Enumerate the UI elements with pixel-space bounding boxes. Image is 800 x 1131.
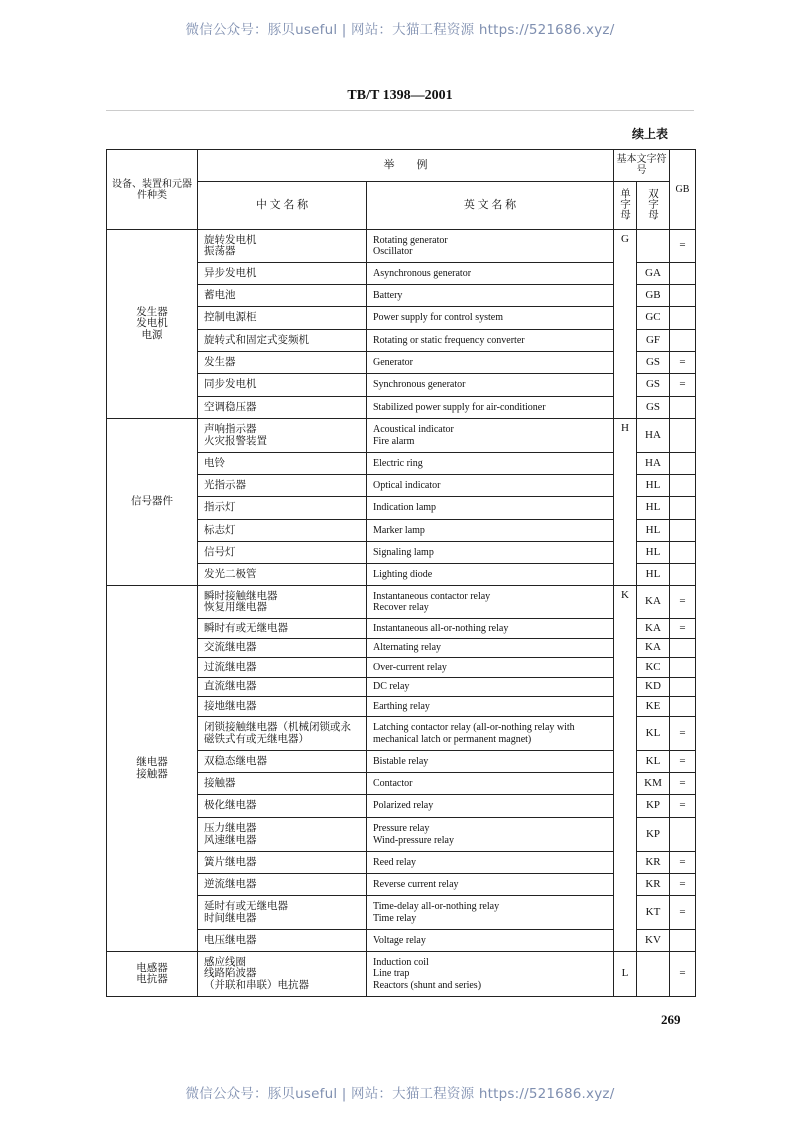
cn-name-cell: [198, 352, 367, 374]
en-name-cell-line: Alternating relay: [373, 642, 442, 654]
double-letter-cell: GF: [637, 330, 670, 352]
cn-name-cell: [198, 230, 367, 263]
double-letter-cell: GS: [637, 352, 670, 374]
category-cell-line: 发生器: [136, 306, 168, 318]
double-letter-cell: KA: [637, 619, 670, 639]
cn-name-cell-line: 火灾报警装置: [204, 434, 267, 447]
cn-name-cell: [198, 852, 367, 874]
category-cell-line: 发电机: [136, 318, 168, 330]
cn-name-cell-line: 控制电源柜: [204, 311, 257, 324]
en-name-cell: [367, 896, 614, 930]
en-name-cell-line: Reactors (shunt and series): [373, 979, 482, 991]
cn-name-cell: [198, 542, 367, 564]
single-letter-cell: G: [614, 230, 637, 419]
en-name-cell-line: Polarized relay: [373, 800, 434, 812]
en-name-cell-line: Induction coil: [373, 956, 429, 968]
en-name-cell: [367, 497, 614, 520]
en-name-cell-line: Time relay: [373, 912, 417, 924]
cn-name-cell-line: 发光二极管: [204, 567, 257, 580]
cn-name-cell: [198, 285, 367, 307]
double-letter-cell: KL: [637, 717, 670, 751]
cn-name-cell-line: 旋转发电机: [204, 233, 257, 246]
en-name-cell: [367, 352, 614, 374]
en-name-cell-line: Electric ring: [373, 457, 423, 469]
gb-cell: =: [670, 874, 696, 896]
gb-cell: [670, 564, 696, 586]
double-letter-cell: KD: [637, 678, 670, 697]
gb-cell: [670, 453, 696, 475]
gb-cell: =: [670, 751, 696, 773]
en-name-cell-line: Latching contactor relay (all-or-nothing relay with: [373, 722, 575, 733]
gb-cell: [670, 263, 696, 285]
cn-name-cell: [198, 751, 367, 773]
en-name-cell-line: Battery: [373, 289, 403, 301]
cn-name-cell-line: 电压继电器: [204, 933, 257, 946]
en-name-cell-line: Optical indicator: [373, 479, 441, 491]
en-name-cell: [367, 678, 614, 697]
double-letter-cell: GS: [637, 374, 670, 397]
en-name-cell-line: Oscillator: [373, 246, 413, 257]
double-letter-cell: HA: [637, 453, 670, 475]
double-letter-cell: KP: [637, 795, 670, 818]
cn-name-cell-line: 过流继电器: [204, 660, 257, 673]
gb-cell: [670, 330, 696, 352]
en-name-cell: [367, 475, 614, 497]
header-gb: GB: [670, 150, 696, 230]
en-name-cell-line: DC relay: [373, 681, 410, 693]
continued-label: 续上表: [632, 127, 669, 141]
en-name-cell-line: Generator: [373, 356, 413, 368]
en-name-cell: [367, 818, 614, 852]
en-name-cell-line: Recover relay: [373, 602, 429, 613]
en-name-cell: [367, 374, 614, 397]
en-name-cell-line: Line trap: [373, 968, 410, 980]
en-name-cell-line: Instantaneous contactor relay: [373, 590, 491, 602]
double-letter-cell: HL: [637, 542, 670, 564]
en-name-cell-line: Reverse current relay: [373, 878, 459, 890]
cn-name-cell: [198, 818, 367, 852]
table-row: [107, 230, 696, 263]
en-name-cell-line: Signaling lamp: [373, 546, 434, 558]
cn-name-cell: [198, 658, 367, 678]
double-letter-cell: KT: [637, 896, 670, 930]
cn-name-cell-line: 声响指示器: [204, 423, 257, 435]
en-name-cell: [367, 795, 614, 818]
table-row: [107, 952, 696, 997]
watermark-bottom: 微信公众号：豚贝useful | 网站：大猫工程资源 https://521686.xyz/: [185, 1086, 615, 1102]
en-name-cell: [367, 263, 614, 285]
en-name-cell: [367, 852, 614, 874]
single-letter-cell: L: [614, 952, 637, 997]
en-name-cell-line: Rotating or static frequency converter: [373, 334, 525, 346]
en-name-cell-line: Stabilized power supply for air-conditioner: [373, 401, 546, 413]
en-name-cell-line: Fire alarm: [373, 435, 415, 447]
gb-cell: =: [670, 352, 696, 374]
category-cell-line: 电抗器: [136, 974, 168, 985]
double-letter-cell: [637, 230, 670, 263]
cn-name-cell: [198, 952, 367, 997]
double-letter-cell: [637, 952, 670, 997]
gb-cell: =: [670, 374, 696, 397]
double-letter-cell: KL: [637, 751, 670, 773]
double-letter-cell: KR: [637, 852, 670, 874]
cn-name-cell-line: 逆流继电器: [204, 877, 257, 890]
cn-name-cell-line: 发生器: [204, 355, 236, 368]
cn-name-cell: [198, 874, 367, 896]
single-letter-cell: H: [614, 419, 637, 586]
page-number: 269: [661, 1012, 681, 1027]
en-name-cell-line: Earthing relay: [373, 700, 430, 712]
cn-name-cell: [198, 717, 367, 751]
gb-cell: [670, 285, 696, 307]
double-letter-cell: KV: [637, 930, 670, 952]
en-name-cell: [367, 564, 614, 586]
cn-name-cell: [198, 307, 367, 330]
en-name-cell-line: Over-current relay: [373, 661, 447, 673]
en-name-cell-line: Acoustical indicator: [373, 424, 454, 435]
category-cell-line: 信号器件: [131, 496, 173, 508]
cn-name-cell-line: 蓄电池: [204, 288, 236, 301]
header-examples: 举 例: [198, 150, 614, 182]
category-cell-line: 电感器: [136, 962, 168, 974]
header-single-letter: [614, 182, 637, 230]
en-name-cell: [367, 717, 614, 751]
gb-cell: [670, 497, 696, 520]
double-letter-cell: HL: [637, 497, 670, 520]
cn-name-cell-line: 闭锁接触继电器（机械闭锁或永: [204, 721, 351, 733]
cn-name-cell-line: 双稳态继电器: [204, 754, 267, 767]
category-cell: [107, 952, 198, 997]
cn-name-cell-line: 压力继电器: [204, 822, 257, 834]
cn-name-cell: [198, 475, 367, 497]
en-name-cell: [367, 619, 614, 639]
en-name-cell: [367, 874, 614, 896]
cn-name-cell-line: 恢复用继电器: [204, 601, 267, 613]
category-cell: [107, 586, 198, 952]
watermark-top: 微信公众号：豚贝useful | 网站：大猫工程资源 https://521686.xyz/: [185, 22, 615, 38]
en-name-cell: [367, 542, 614, 564]
en-name-cell: [367, 330, 614, 352]
cn-name-cell-line: 振荡器: [204, 245, 236, 257]
cn-name-cell: [198, 453, 367, 475]
en-name-cell-line: Marker lamp: [373, 524, 425, 536]
en-name-cell-line: Rotating generator: [373, 234, 448, 246]
table-row: [107, 419, 696, 453]
double-letter-cell: HL: [637, 564, 670, 586]
cn-name-cell-line: 标志灯: [204, 523, 236, 536]
cn-name-cell-line: 同步发电机: [204, 378, 257, 391]
cn-name-cell-line: 感应线圈: [204, 955, 246, 968]
gb-cell: =: [670, 852, 696, 874]
cn-name-cell-line: 极化继电器: [204, 799, 257, 812]
gb-cell: =: [670, 896, 696, 930]
cn-name-cell-line: 旋转式和固定式变频机: [204, 333, 309, 346]
double-letter-cell: KA: [637, 639, 670, 658]
header-rule: [106, 110, 694, 111]
header-basic-symbol: 基本文字符号: [614, 150, 670, 182]
en-name-cell-line: Indication lamp: [373, 502, 437, 514]
cn-name-cell-line: 瞬时接触继电器: [204, 589, 278, 602]
gb-cell: [670, 419, 696, 453]
cn-name-cell: [198, 678, 367, 697]
cn-name-cell-line: 时间继电器: [204, 911, 257, 924]
cn-name-cell: [198, 520, 367, 542]
header-double-letter-text: 双字母: [647, 188, 659, 220]
cn-name-cell-line: 指示灯: [204, 501, 236, 514]
cn-name-cell-line: 接地继电器: [204, 699, 257, 712]
cn-name-cell: [198, 619, 367, 639]
en-name-cell: [367, 930, 614, 952]
en-name-cell: [367, 307, 614, 330]
gb-cell: [670, 678, 696, 697]
cn-name-cell-line: 电铃: [204, 456, 225, 469]
double-letter-cell: GA: [637, 263, 670, 285]
cn-name-cell: [198, 419, 367, 453]
gb-cell: [670, 818, 696, 852]
en-name-cell: [367, 658, 614, 678]
table-body: [107, 230, 696, 997]
double-letter-cell: GS: [637, 397, 670, 419]
en-name-cell: [367, 230, 614, 263]
en-name-cell-line: Pressure relay: [373, 823, 430, 834]
en-name-cell-line: Wind-pressure relay: [373, 834, 454, 846]
cn-name-cell: [198, 263, 367, 285]
gb-cell: =: [670, 952, 696, 997]
gb-cell: =: [670, 773, 696, 795]
cn-name-cell-line: 交流继电器: [204, 641, 257, 654]
gb-cell: [670, 639, 696, 658]
cn-name-cell-line: 接触器: [204, 776, 236, 789]
en-name-cell-line: Lighting diode: [373, 568, 433, 580]
symbol-table: [106, 149, 696, 997]
gb-cell: =: [670, 586, 696, 619]
cn-name-cell-line: 光指示器: [204, 478, 246, 491]
en-name-cell: [367, 520, 614, 542]
en-name-cell: [367, 697, 614, 717]
gb-cell: [670, 697, 696, 717]
double-letter-cell: GB: [637, 285, 670, 307]
en-name-cell-line: mechanical latch or permanent magnet): [373, 733, 532, 745]
en-name-cell-line: Time-delay all-or-nothing relay: [373, 901, 500, 912]
cn-name-cell: [198, 564, 367, 586]
gb-cell: =: [670, 795, 696, 818]
en-name-cell: [367, 453, 614, 475]
header-category-text: 设备、装置和元器件种类: [112, 178, 192, 201]
cn-name-cell: [198, 330, 367, 352]
gb-cell: [670, 475, 696, 497]
en-name-cell: [367, 419, 614, 453]
cn-name-cell: [198, 397, 367, 419]
gb-cell: [670, 520, 696, 542]
gb-cell: =: [670, 717, 696, 751]
en-name-cell-line: Power supply for control system: [373, 312, 503, 324]
cn-name-cell-line: 空调稳压器: [204, 400, 257, 413]
cn-name-cell-line: （并联和串联）电抗器: [204, 978, 309, 991]
single-letter-cell: K: [614, 586, 637, 952]
header-en-name: 英 文 名 称: [367, 182, 614, 230]
cn-name-cell: [198, 639, 367, 658]
en-name-cell: [367, 751, 614, 773]
en-name-cell-line: Asynchronous generator: [373, 267, 472, 279]
cn-name-cell-line: 延时有或无继电器: [204, 900, 288, 912]
en-name-cell-line: Reed relay: [373, 856, 417, 868]
en-name-cell: [367, 952, 614, 997]
header-category: [107, 150, 198, 230]
cn-name-cell-line: 簧片继电器: [204, 855, 257, 868]
en-name-cell-line: Bistable relay: [373, 755, 429, 767]
category-cell: [107, 230, 198, 419]
category-cell-line: 接触器: [136, 768, 168, 780]
cn-name-cell: [198, 374, 367, 397]
gb-cell: [670, 397, 696, 419]
cn-name-cell-line: 风速继电器: [204, 833, 257, 846]
en-name-cell-line: Instantaneous all-or-nothing relay: [373, 622, 509, 634]
document-code-header: TB/T 1398—2001: [347, 88, 453, 103]
en-name-cell: [367, 586, 614, 619]
en-name-cell: [367, 773, 614, 795]
category-cell-line: 电源: [141, 329, 163, 341]
cn-name-cell: [198, 697, 367, 717]
cn-name-cell-line: 磁铁式有或无继电器）: [204, 732, 309, 745]
en-name-cell: [367, 285, 614, 307]
gb-cell: =: [670, 619, 696, 639]
en-name-cell-line: Contactor: [373, 777, 413, 789]
double-letter-cell: KP: [637, 818, 670, 852]
double-letter-cell: GC: [637, 307, 670, 330]
cn-name-cell-line: 线路陷波器: [204, 967, 257, 980]
gb-cell: =: [670, 230, 696, 263]
double-letter-cell: HL: [637, 475, 670, 497]
en-name-cell-line: Synchronous generator: [373, 379, 466, 391]
en-name-cell: [367, 639, 614, 658]
en-name-cell: [367, 397, 614, 419]
gb-cell: [670, 930, 696, 952]
gb-cell: [670, 542, 696, 564]
cn-name-cell-line: 信号灯: [204, 545, 236, 558]
cn-name-cell: [198, 586, 367, 619]
cn-name-cell-line: 瞬时有或无继电器: [204, 621, 288, 634]
double-letter-cell: KA: [637, 586, 670, 619]
cn-name-cell: [198, 773, 367, 795]
cn-name-cell: [198, 795, 367, 818]
double-letter-cell: KR: [637, 874, 670, 896]
gb-cell: [670, 658, 696, 678]
double-letter-cell: KC: [637, 658, 670, 678]
cn-name-cell: [198, 896, 367, 930]
double-letter-cell: KE: [637, 697, 670, 717]
category-cell: [107, 419, 198, 586]
cn-name-cell-line: 直流继电器: [204, 680, 257, 693]
double-letter-cell: KM: [637, 773, 670, 795]
header-cn-name: 中 文 名 称: [198, 182, 367, 230]
category-cell-line: 继电器: [136, 757, 168, 768]
cn-name-cell: [198, 497, 367, 520]
double-letter-cell: HA: [637, 419, 670, 453]
table-row: [107, 586, 696, 619]
cn-name-cell-line: 异步发电机: [204, 266, 257, 279]
cn-name-cell: [198, 930, 367, 952]
header-single-letter-text: 单字母: [619, 188, 631, 220]
header-double-letter: [637, 182, 670, 230]
double-letter-cell: HL: [637, 520, 670, 542]
en-name-cell-line: Voltage relay: [373, 934, 426, 946]
gb-cell: [670, 307, 696, 330]
